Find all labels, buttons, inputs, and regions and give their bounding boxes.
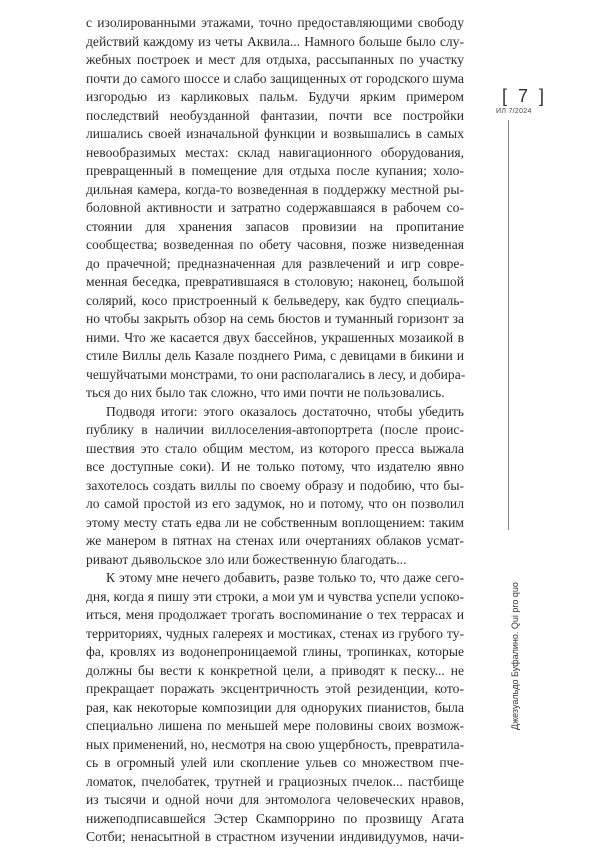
text-line: захотелось создать виллы по своему образу и подобию, что бы- <box>86 477 464 493</box>
text-line: должны бы вести к конкретной цели, а приводят к песку... не <box>86 662 464 678</box>
text-line: сь в огромный улей или скопление ульев со множеством пче- <box>86 755 464 770</box>
text-line: этому месту стать едва ли не собственным воплощением: таким <box>86 514 464 530</box>
text-line: превращенный в помещение для отдыха после купания; холо- <box>86 163 464 178</box>
text-line: ться до них было так сложно, что ими почти не пользовались. <box>86 385 445 400</box>
text-line: с изолированными этажами, точно предоставляющими свободу <box>86 15 464 30</box>
text-line: же манером в пятнах на стенах или очертаниях облаков усмат- <box>86 533 464 548</box>
text-line: территориях, чудных галереях и мостиках, стенах из грубого ту- <box>86 625 464 641</box>
text-line: чешуйчатыми монстрами, то они располагались в лесу, и добира- <box>86 366 466 382</box>
text-line: фа, кровлях из водонепроницаемой глины, тропинках, которые <box>86 644 464 659</box>
text-line: ло самой простой из его задумок, но и потому, что он позволил <box>86 496 464 511</box>
text-line: нижеподписавшейся Эстер Скампоррино по прозвищу Агата <box>86 810 464 826</box>
text-line: дня, когда я пишу эти строки, а мои ум и чувства успели успоко- <box>86 588 464 604</box>
text-line: до прачечной; предназначенная для развлечений и игр совре- <box>86 255 464 271</box>
issue-label: ИЛ 7/2024 <box>496 108 532 115</box>
text-line: стиле Виллы дель Казале позднего Рима, с девицами в бикини и <box>86 348 464 363</box>
text-line: рая, как некоторые композиции для одноруких пианистов, была <box>86 699 464 715</box>
running-title: Джезуальдо Буфалино. Qui pro quo <box>510 582 520 730</box>
page-margin <box>490 0 600 750</box>
text-line: К этому мне нечего добавить, разве только то, что даже сего- <box>106 570 464 585</box>
text-line: последствий необузданной фантазии, почти все постройки <box>86 107 464 123</box>
text-line: но чтобы закрыть обзор на семь бюстов и туманный горизонт за <box>86 311 464 326</box>
text-line: жебных построек и мест для отдыха, рассыпанных по участку <box>86 52 464 67</box>
text-line: боловной активности и затратно содержавшаяся в рабочем со- <box>86 200 464 215</box>
text-line: Сотби; ненасытной в страстном изучении индивидуумов, начи- <box>86 829 464 844</box>
text-line: все доступные соки). И не только потому, что издателю явно <box>86 459 464 474</box>
text-line: ломаток, пчелобатек, трутней и грациозных пчелок... пастбище <box>86 773 464 789</box>
text-line: солярий, косо пристроенный к бельведеру, как будто специаль- <box>86 292 464 308</box>
text-line: из тысячи и одной ночи для энтомолога человеческих нравов, <box>86 792 464 807</box>
text-line: невообразимых местах: склад навигационного оборудования, <box>86 144 464 160</box>
text-line: действий каждому из четы Аквила... Намного больше было слу- <box>86 33 464 49</box>
text-line: шествия это стало общим местом, из которого пресса выжала <box>86 440 464 456</box>
margin-divider <box>508 120 509 530</box>
text-line: специально лишена по меньшей мере половины своих возмож- <box>86 718 464 733</box>
text-line: ними. Что же касается двух бассейнов, украшенных мозаикой в <box>86 329 464 345</box>
text-line: дильная камера, когда-то возведенная в поддержку местной ры- <box>86 181 464 197</box>
text-line: Подводя итоги: этого оказалось достаточно, чтобы убедить <box>106 403 464 419</box>
page-number: [ 7 ] <box>502 86 548 106</box>
text-line: ных применений, но, несмотря на свою ущербность, превратила- <box>86 736 465 752</box>
text-line: почти до самого шоссе и слабо защищенных от городского шума <box>86 70 464 86</box>
text-line: менная беседка, превратившаяся в столовую; наконец, большой <box>86 274 464 289</box>
text-line: изгородью из карликовых пальм. Будучи ярким примером <box>86 89 464 104</box>
text-line: прекращает поражать эксцентричность этой резиденции, кото- <box>86 681 464 696</box>
text-line: лишались своей изначальной функции и возвышались в самых <box>86 126 464 141</box>
text-line: стоянии для хранения запасов провизии на пропитание <box>86 218 464 234</box>
text-line: иться, меня продолжает трогать воспоминание о тех террасах и <box>86 607 464 622</box>
text-line: публику в наличии виллоселения-автопортрета (после проис- <box>86 422 464 437</box>
body-text <box>86 14 464 847</box>
text-line: ривают дьявольское зло или божественную благодать... <box>86 551 407 567</box>
text-line: сообщества; возведенная по обету часовня, позже низведенная <box>86 237 464 252</box>
